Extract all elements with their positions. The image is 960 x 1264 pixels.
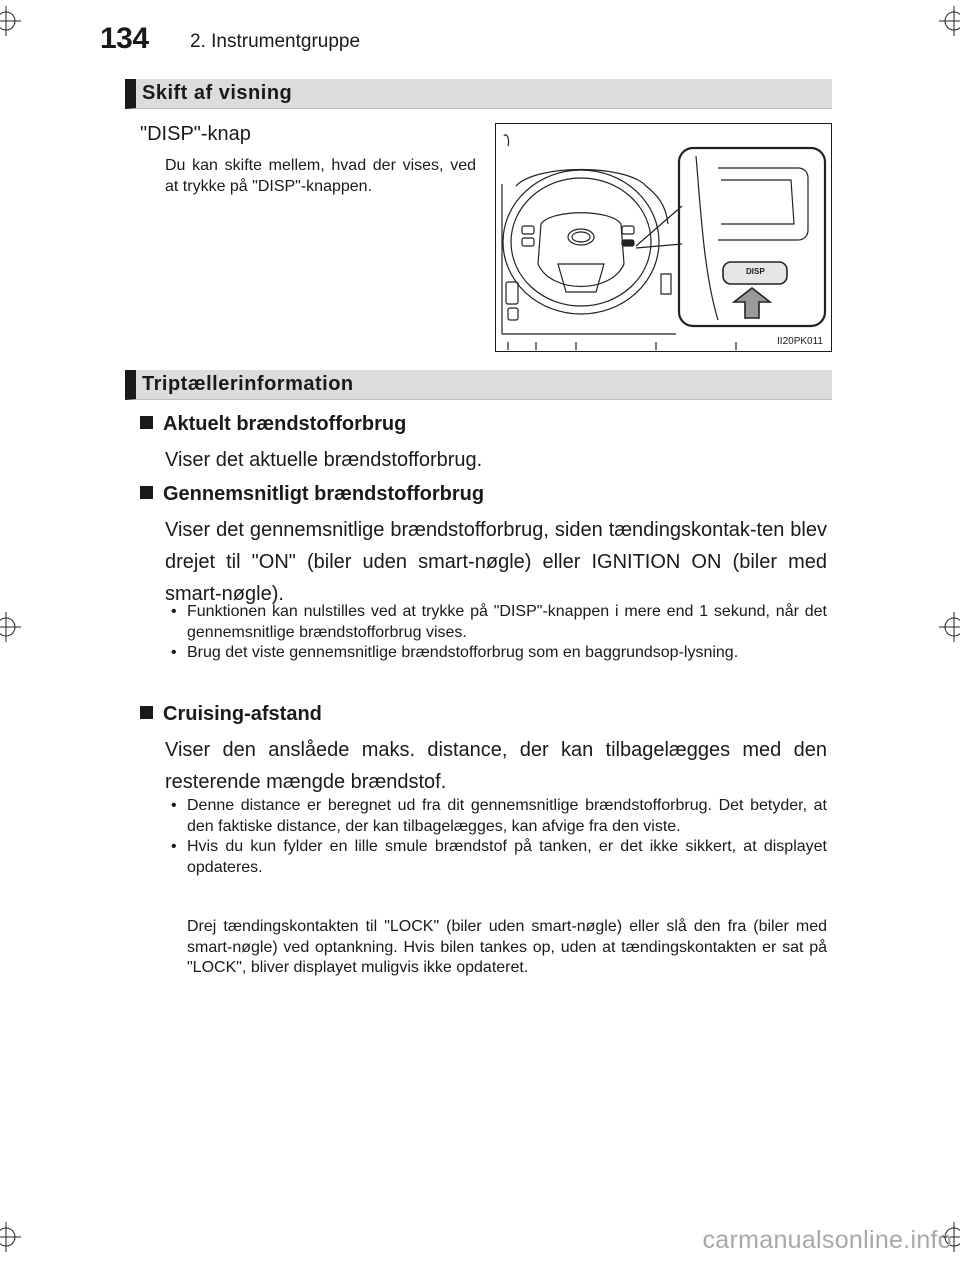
- registration-mark-bottom-left-icon: [0, 1222, 21, 1252]
- registration-mark-mid-left-icon: [0, 612, 21, 642]
- item-heading-gennemsnitligt: Gennemsnitligt brændstofforbrug: [140, 483, 484, 506]
- disp-button-description: Du kan skifte mellem, hvad der vises, ved at trykke på "DISP"-knappen.: [165, 157, 476, 195]
- watermark: carmanualsonline.info: [702, 1226, 952, 1254]
- section-heading-label: Skift af visning: [142, 82, 293, 104]
- item-text-cruising: Viser den anslåede maks. distance, der kan tilbagelægges med den resterende mængde brændstof.: [165, 739, 827, 793]
- square-bullet-icon: [140, 486, 153, 499]
- section-heading-skift-af-visning: [125, 79, 832, 109]
- disp-button-figure-label: DISP: [746, 267, 765, 276]
- item-text-aktuelt: Viser det aktuelle brændstofforbrug.: [165, 449, 483, 471]
- note-continuation: Drej tændingskontakten til "LOCK" (biler uden smart-nøgle) eller slå den fra (biler med smart-nøgle) ved optankning. Hvis bilen tankes op, uden at tændingskontakten er sat på "LOCK", bliver displayet muligvis ikke opdateret.: [187, 918, 827, 976]
- figure-code: II20PK011: [777, 336, 823, 347]
- item-heading-cruising: Cruising-afstand: [140, 703, 322, 726]
- registration-mark-top-left-icon: [0, 6, 21, 36]
- steering-wheel-figure: [495, 123, 832, 352]
- list-item: • Hvis du kun fylder en lille smule brændstof på tanken, er det ikke sikkert, at displayet opdateres.: [165, 837, 827, 878]
- registration-mark-mid-right-icon: [939, 612, 960, 642]
- square-bullet-icon: [140, 706, 153, 719]
- page-number: 134: [100, 22, 149, 55]
- registration-mark-top-right-icon: [939, 6, 960, 36]
- section-heading-label: Triptællerinformation: [142, 373, 354, 395]
- square-bullet-icon: [140, 416, 153, 429]
- steering-wheel-illustration: [496, 124, 831, 351]
- list-item: • Denne distance er beregnet ud fra dit gennemsnitlige brændstofforbrug. Det betyder, at den faktiske distance, der kan tilbagelægges, kan afvige fra den viste.: [165, 796, 827, 837]
- chapter-title: 2. Instrumentgruppe: [190, 31, 361, 52]
- list-item: • Funktionen kan nulstilles ved at trykke på "DISP"-knappen i mere end 1 sekund, når det gennemsnitlige brændstofforbrug vises.: [165, 602, 827, 643]
- item-heading-aktuelt: Aktuelt brændstofforbrug: [140, 413, 406, 436]
- disp-button-label: "DISP"-knap: [140, 123, 251, 145]
- notes-gennemsnitligt: [165, 602, 827, 664]
- item-text-gennemsnitligt: Viser det gennemsnitlige brændstofforbrug, siden tændingskontak-ten blev drejet til "ON" (biler uden smart-nøgle) eller IGNITION ON (biler med smart-nøgle).: [165, 519, 827, 605]
- section-heading-triptaellerinformation: [125, 370, 832, 400]
- notes-cruising: [165, 796, 827, 878]
- list-item: • Brug det viste gennemsnitlige brændstofforbrug som en baggrundsop-lysning.: [165, 643, 827, 664]
